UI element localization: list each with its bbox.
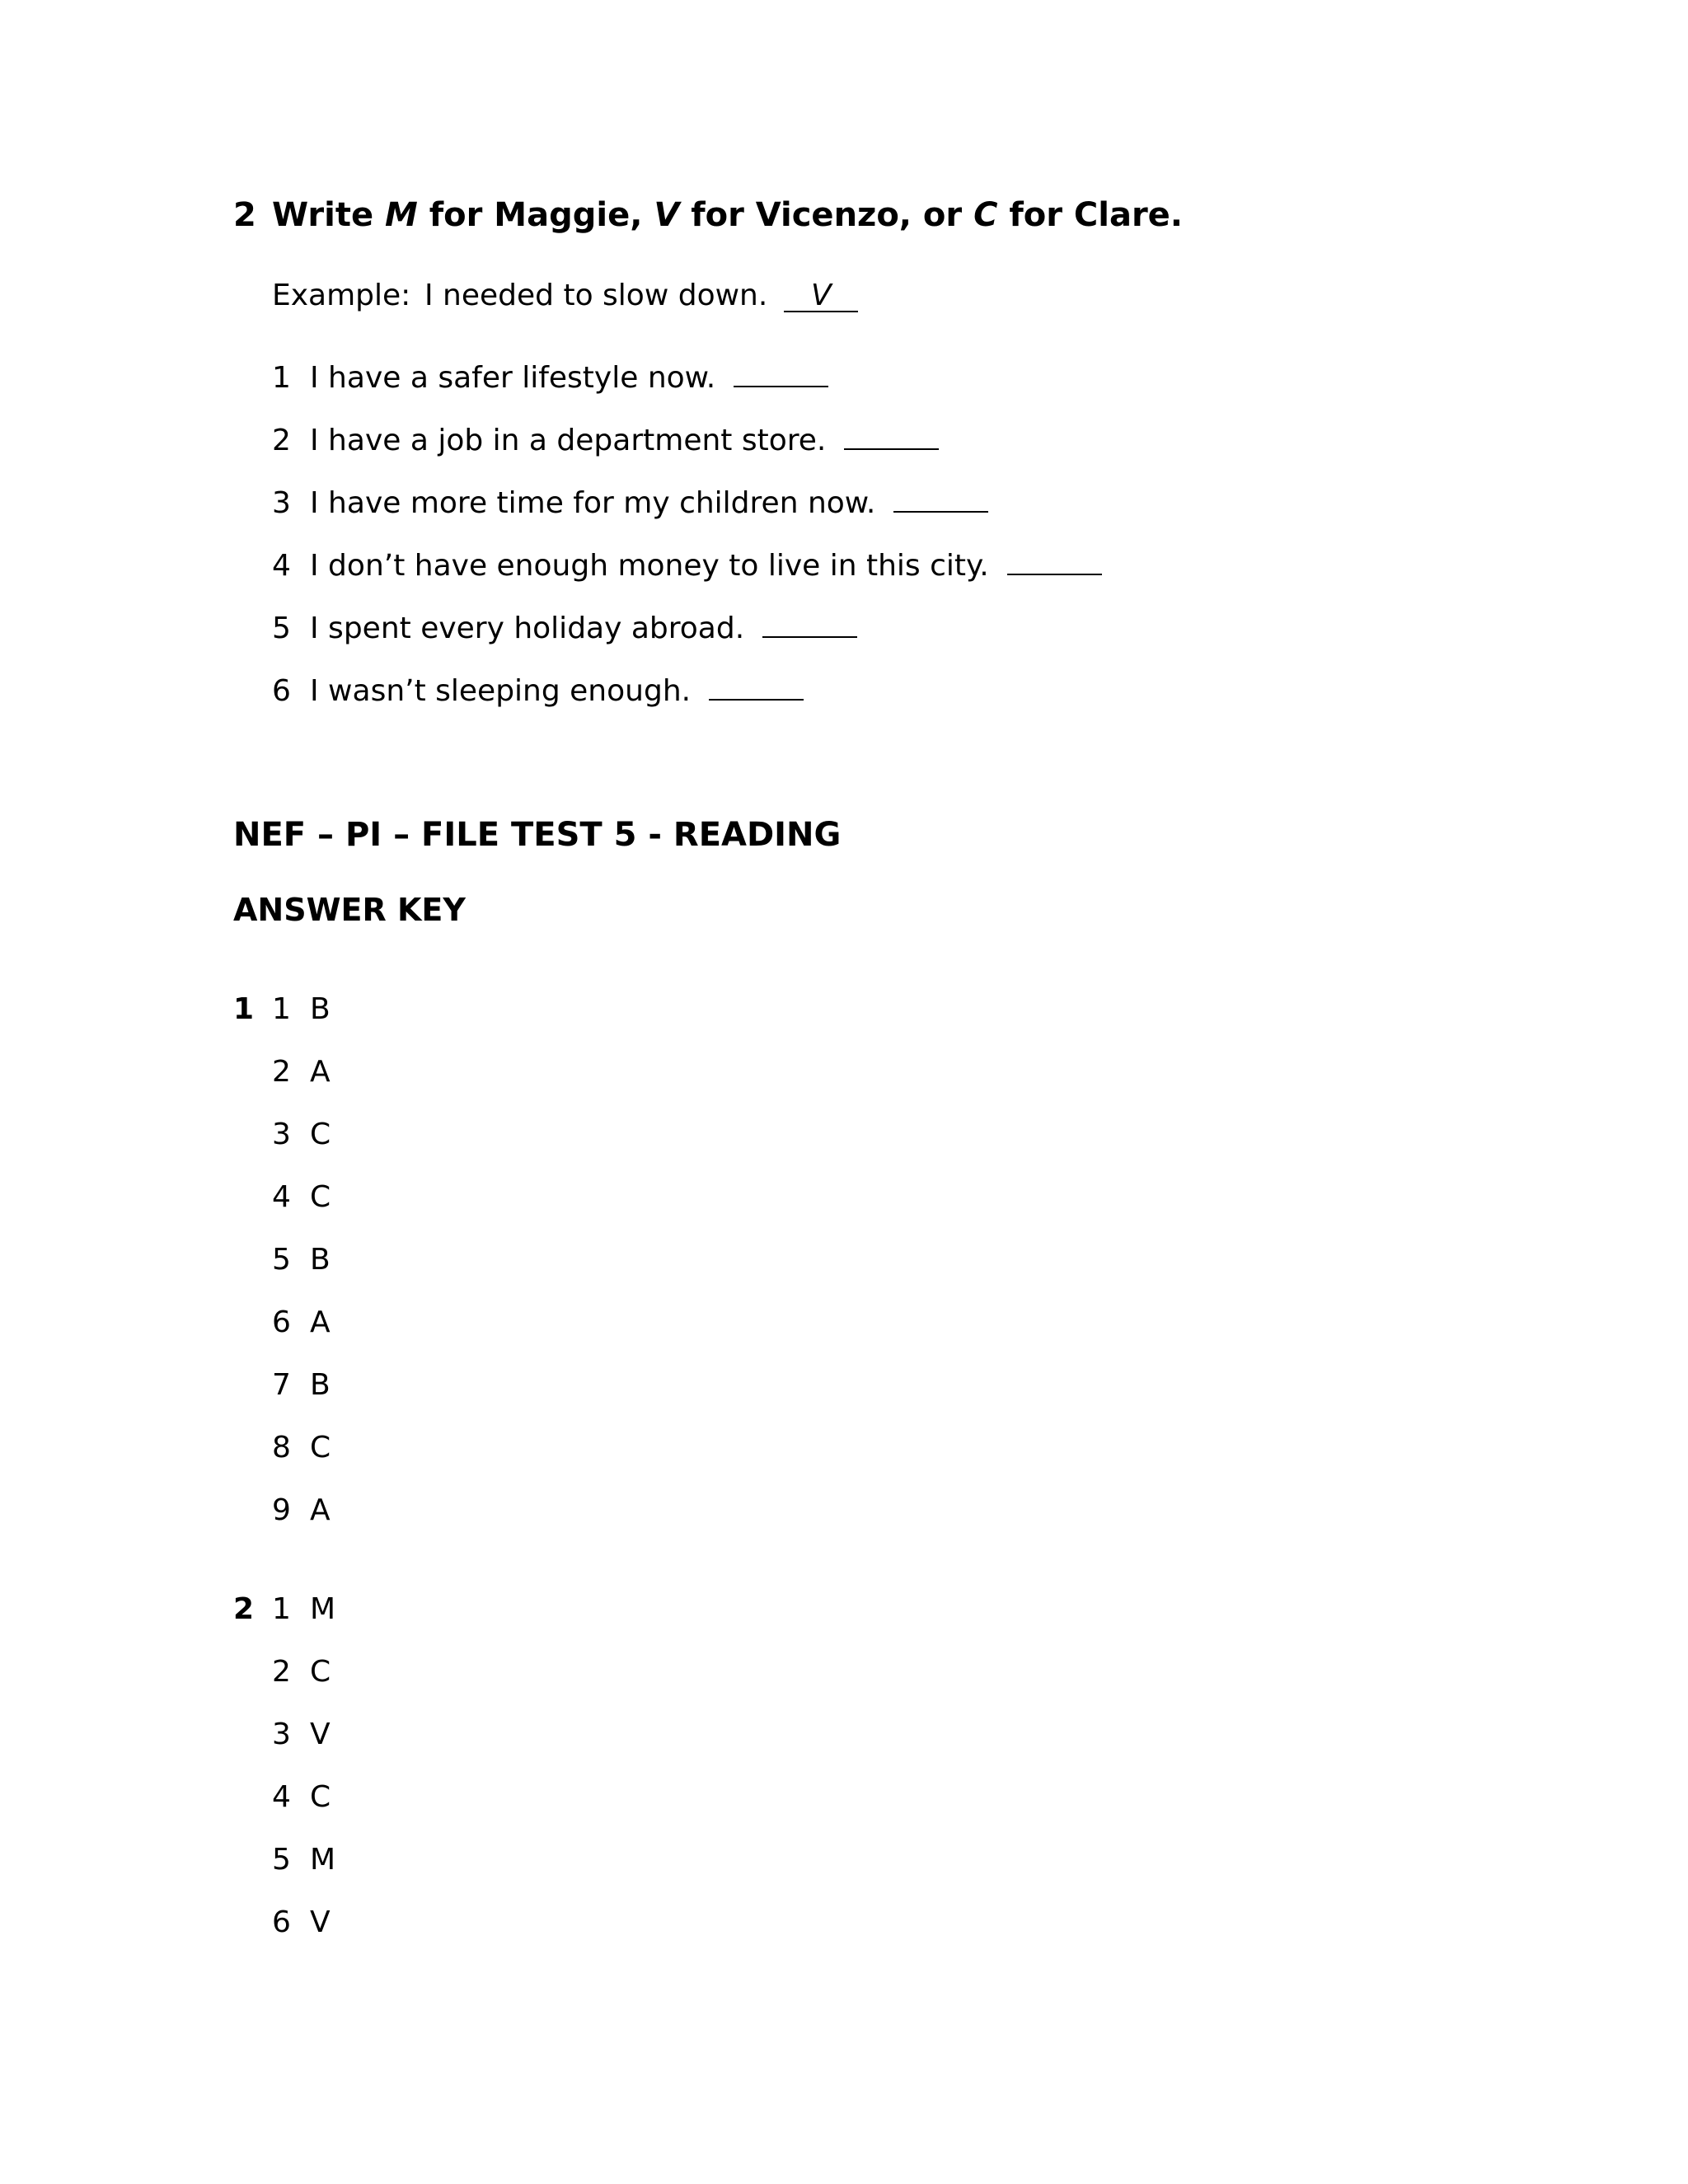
answer-letter: M xyxy=(310,1843,336,1877)
letter-m: M xyxy=(385,196,418,234)
answer-item xyxy=(272,1055,331,1089)
item-number: 2 xyxy=(272,424,291,457)
exercise-item xyxy=(272,544,1102,583)
answer-number: 3 xyxy=(272,1118,291,1151)
example-answer: V xyxy=(784,281,858,312)
answer-item xyxy=(272,1592,335,1626)
answer-letter: A xyxy=(310,1493,331,1527)
answer-letter: C xyxy=(310,1118,331,1151)
item-number: 5 xyxy=(272,612,291,645)
answer-letter: C xyxy=(310,1431,331,1465)
answer-number: 7 xyxy=(272,1368,291,1402)
answer-letter: A xyxy=(310,1305,331,1339)
answer-item xyxy=(272,1718,331,1751)
answer-letter: B xyxy=(310,1243,331,1277)
item-text: I have a job in a department store. xyxy=(310,424,827,457)
answer-blank[interactable] xyxy=(1007,544,1102,575)
exercise-item xyxy=(272,669,804,708)
answer-item xyxy=(272,1905,331,1939)
item-text: I have more time for my children now. xyxy=(310,486,876,520)
answer-number: 5 xyxy=(272,1243,291,1277)
example-label: Example: xyxy=(272,279,411,312)
answer-letter: B xyxy=(310,1368,331,1402)
item-number: 3 xyxy=(272,486,291,520)
answer-blank[interactable] xyxy=(734,356,828,387)
exercise-item xyxy=(272,607,857,645)
answer-letter: A xyxy=(310,1055,331,1089)
answer-number: 8 xyxy=(272,1431,291,1465)
answer-number: 4 xyxy=(272,1780,291,1814)
answer-letter: V xyxy=(310,1905,331,1939)
example-line xyxy=(272,279,858,312)
exercise-item xyxy=(272,356,828,395)
answer-item xyxy=(272,1118,331,1151)
answer-group-number: 2 xyxy=(233,1592,255,1626)
answer-number: 2 xyxy=(272,1655,291,1689)
answer-letter: C xyxy=(310,1655,331,1689)
answer-blank[interactable] xyxy=(893,481,988,513)
answer-item xyxy=(272,1493,331,1527)
answer-item xyxy=(272,1780,331,1814)
answer-number: 2 xyxy=(272,1055,291,1089)
answer-item xyxy=(272,1305,331,1339)
answer-letter: C xyxy=(310,1180,331,1214)
item-text: I spent every holiday abroad. xyxy=(310,612,745,645)
answer-group-number: 1 xyxy=(233,992,255,1026)
example-text: I needed to slow down. xyxy=(424,279,768,312)
answer-key-subheading: ANSWER KEY xyxy=(233,892,466,928)
exercise-instruction xyxy=(272,196,1183,234)
answer-number: 3 xyxy=(272,1718,291,1751)
answer-letter: M xyxy=(310,1592,336,1626)
answer-item xyxy=(272,1368,331,1402)
answer-blank[interactable] xyxy=(844,419,939,450)
instruction-text: for Maggie, xyxy=(417,196,654,234)
answer-key-heading: NEF – PI – FILE TEST 5 - READING xyxy=(233,816,842,854)
answer-letter: V xyxy=(310,1718,331,1751)
answer-number: 1 xyxy=(272,1592,291,1626)
item-text: I don’t have enough money to live in this city. xyxy=(310,549,989,583)
exercise-item xyxy=(272,481,988,520)
answer-number: 9 xyxy=(272,1493,291,1527)
item-text: I have a safer lifestyle now. xyxy=(310,361,716,395)
answer-blank[interactable] xyxy=(762,607,857,638)
answer-blank[interactable] xyxy=(709,669,804,701)
item-number: 1 xyxy=(272,361,291,395)
item-number: 4 xyxy=(272,549,291,583)
instruction-text: for Clare. xyxy=(997,196,1183,234)
exercise-item xyxy=(272,419,939,457)
answer-number: 4 xyxy=(272,1180,291,1214)
answer-number: 1 xyxy=(272,992,291,1026)
instruction-text: Write xyxy=(272,196,386,234)
answer-item xyxy=(272,1843,335,1877)
item-number: 6 xyxy=(272,674,291,708)
answer-number: 6 xyxy=(272,1305,291,1339)
answer-item xyxy=(272,1243,331,1277)
answer-number: 5 xyxy=(272,1843,291,1877)
answer-item xyxy=(272,1431,331,1465)
exercise-number: 2 xyxy=(233,196,256,234)
letter-v: V xyxy=(654,196,680,234)
answer-letter: C xyxy=(310,1780,331,1814)
answer-letter: B xyxy=(310,992,331,1026)
answer-item xyxy=(272,1655,331,1689)
answer-item xyxy=(272,992,331,1026)
answer-number: 6 xyxy=(272,1905,291,1939)
instruction-text: for Vicenzo, or xyxy=(679,196,974,234)
item-text: I wasn’t sleeping enough. xyxy=(310,674,692,708)
answer-item xyxy=(272,1180,331,1214)
letter-c: C xyxy=(973,196,998,234)
